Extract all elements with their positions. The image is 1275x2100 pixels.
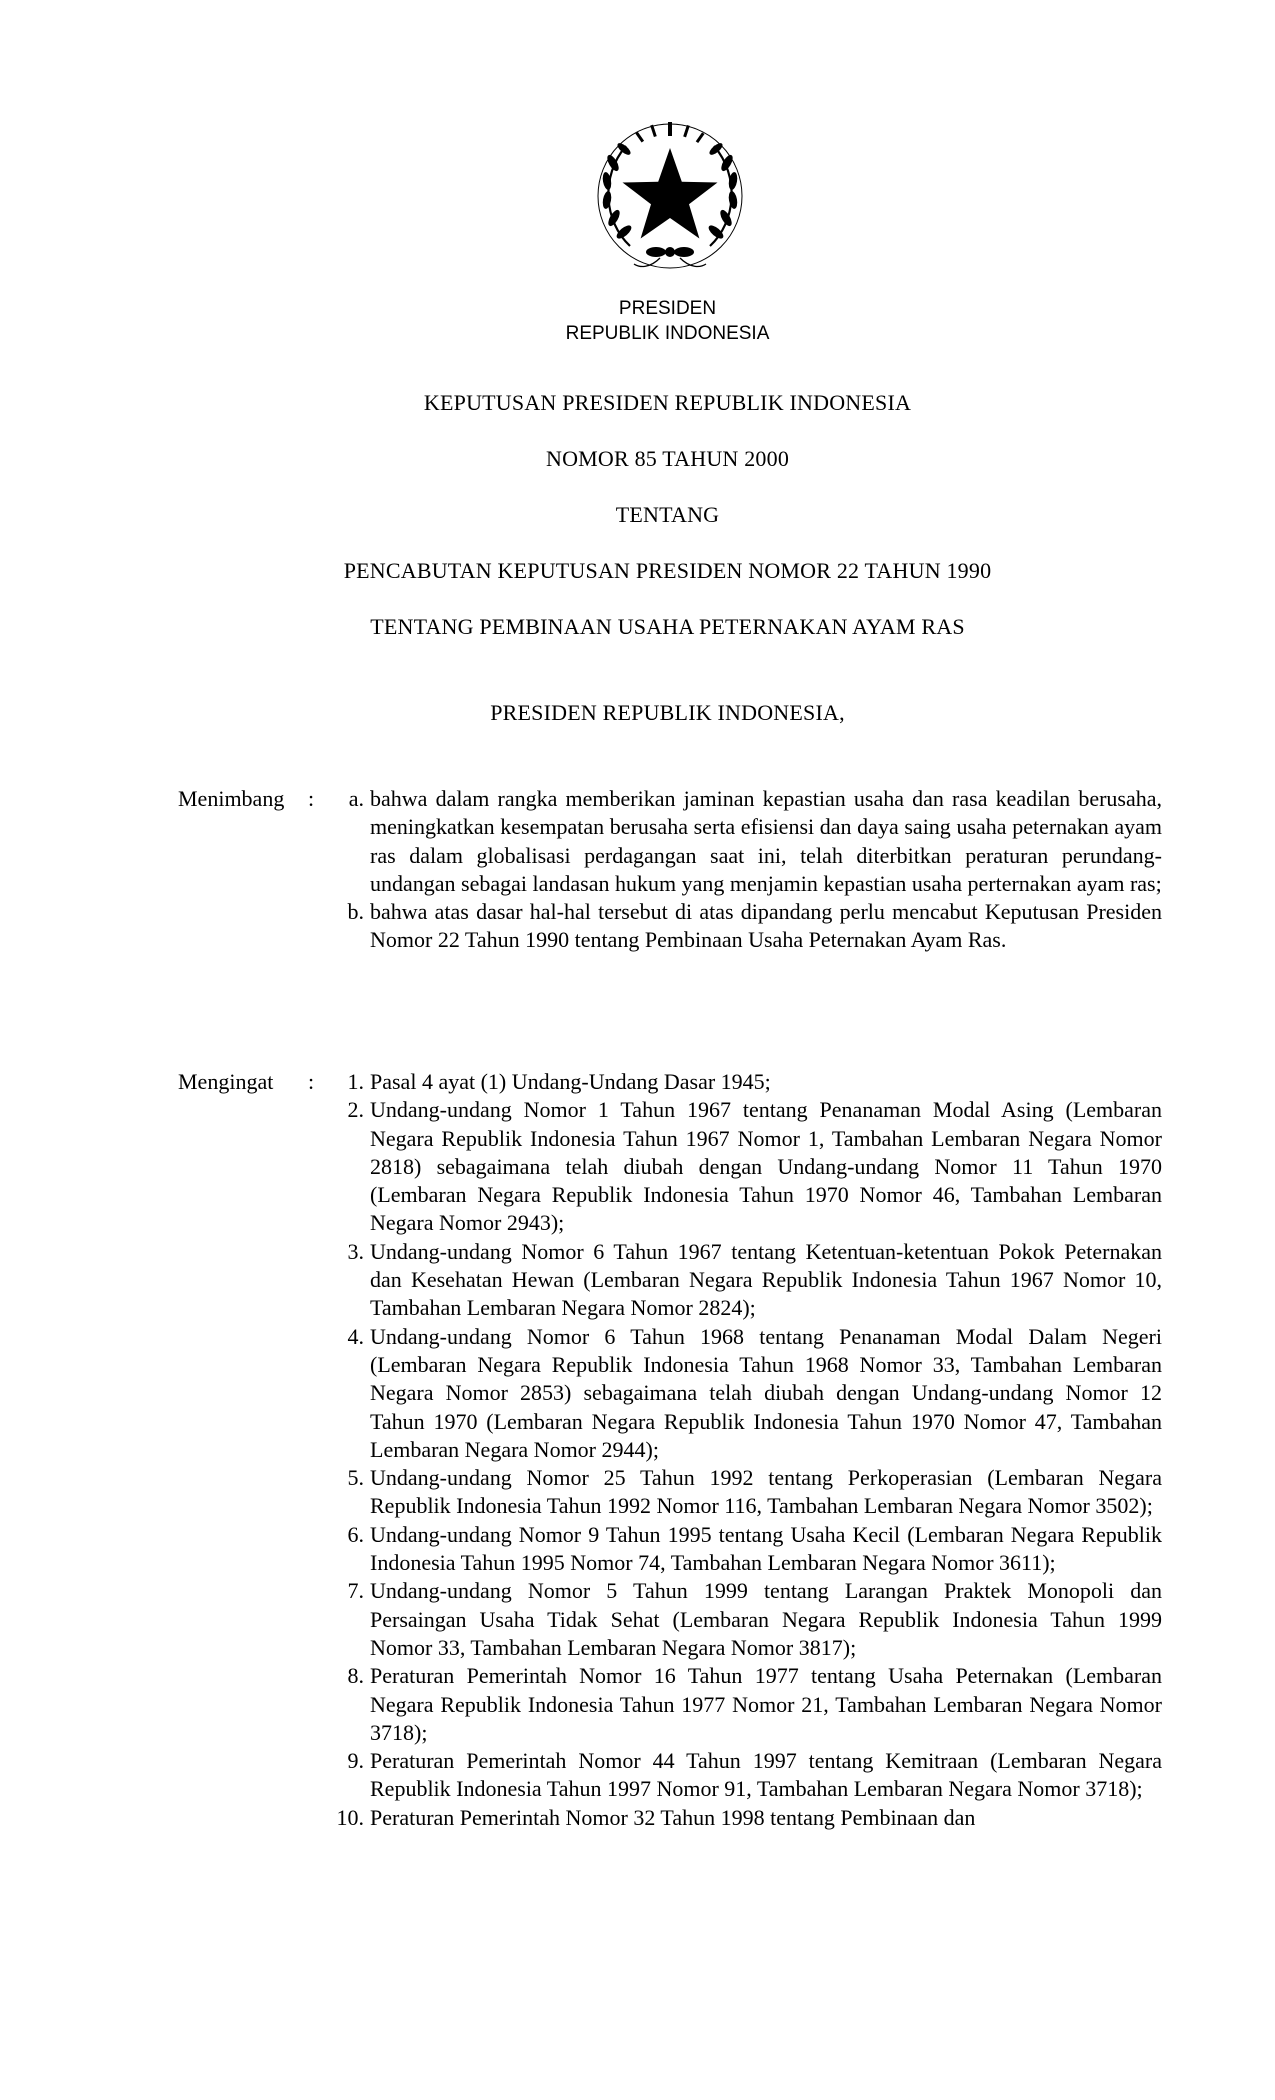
list-item-marker: 7. xyxy=(347,1578,364,1604)
mengingat-list xyxy=(320,1068,1162,1832)
menimbang-colon: : xyxy=(308,786,315,811)
list-item xyxy=(320,1577,1162,1662)
list-item-text: Undang-undang Nomor 5 Tahun 1999 tentang Larangan Praktek Monopoli dan Persaingan Usaha Tidak Sehat (Lembaran Negara Republik Indonesia Tahun 1999 Nomor 33, Tambahan Lembaran Negara Nomor 3817); xyxy=(370,1578,1162,1660)
list-item-marker: 10. xyxy=(336,1804,364,1830)
institution-line-1: PRESIDEN xyxy=(618,298,717,319)
about-heading: TENTANG xyxy=(615,502,720,527)
garuda-star-wreath-emblem-icon xyxy=(590,118,750,278)
list-item-marker: 1. xyxy=(347,1069,364,1094)
list-item xyxy=(320,1662,1162,1747)
list-item xyxy=(320,1238,1162,1323)
list-item-marker: 5. xyxy=(347,1465,364,1491)
list-item-marker: 4. xyxy=(347,1323,364,1349)
list-item xyxy=(320,1521,1162,1578)
list-item-text: Peraturan Pemerintah Nomor 32 Tahun 1998 tentang Pembinaan dan xyxy=(370,1804,976,1830)
list-item xyxy=(320,1747,1162,1804)
list-item-marker: 9. xyxy=(347,1748,364,1774)
list-item-text: Undang-undang Nomor 6 Tahun 1968 tentang Penanaman Modal Dalam Negeri (Lembaran Negara Republik Indonesia Tahun 1968 Nomor 33, Tambahan Lembaran Negara Nomor 2853) sebagaimana telah diubah dengan Undang-undang Nomor 12 Tahun 1970 (Lembaran Negara Republik Indonesia Tahun 1970 Nomor 47, Tambahan Lembaran Negara Nomor 2944); xyxy=(370,1323,1162,1462)
list-item-text: Pasal 4 ayat (1) Undang-Undang Dasar 1945; xyxy=(370,1069,771,1094)
list-item-marker: a. xyxy=(348,786,364,811)
list-item xyxy=(320,1323,1162,1464)
list-item-text: Peraturan Pemerintah Nomor 44 Tahun 1997 tentang Kemitraan (Lembaran Negara Republik Indonesia Tahun 1997 Nomor 91, Tambahan Lembaran Negara Nomor 3718); xyxy=(370,1748,1162,1802)
list-item-text: Undang-undang Nomor 1 Tahun 1967 tentang Penanaman Modal Asing (Lembaran Negara Republik Indonesia Tahun 1967 Nomor 1, Tambahan Lembaran Negara Nomor 2818) sebagaimana telah diubah dengan Undang-undang Nomor 11 Tahun 1970 (Lembaran Negara Republik Indonesia Tahun 1970 Nomor 46, Tambahan Lembaran Negara Nomor 2943); xyxy=(370,1097,1162,1236)
list-item-marker: b. xyxy=(347,899,364,925)
list-item xyxy=(320,1804,1162,1832)
list-item-text: Peraturan Pemerintah Nomor 16 Tahun 1977 tentang Usaha Peternakan (Lembaran Negara Republik Indonesia Tahun 1977 Nomor 21, Tambahan Lembaran Negara Nomor 3718); xyxy=(370,1663,1162,1745)
issuer-heading: PRESIDEN REPUBLIK INDONESIA, xyxy=(490,700,845,725)
list-item-text: bahwa dalam rangka memberikan jaminan kepastian usaha dan rasa keadilan berusaha, meningkatkan kesempatan berusaha serta efisiensi dan daya saing usaha peternakan ayam ras dalam globalisasi perdagangan saat ini, telah diterbitkan peraturan perundang-undangan sebagai landasan hukum yang menjamin kepastian usaha perternakan ayam ras; xyxy=(370,786,1162,896)
menimbang-label: Menimbang xyxy=(178,786,285,811)
list-item xyxy=(320,785,1162,898)
mengingat-label: Mengingat xyxy=(178,1069,274,1094)
decree-title: KEPUTUSAN PRESIDEN REPUBLIK INDONESIA xyxy=(423,390,912,415)
list-item-marker: 3. xyxy=(347,1238,364,1264)
list-item xyxy=(320,1096,1162,1237)
list-item xyxy=(320,1464,1162,1521)
list-item-marker: 6. xyxy=(347,1521,364,1547)
subject-line-2: TENTANG PEMBINAAN USAHA PETERNAKAN AYAM RAS xyxy=(370,614,965,639)
list-item-text: bahwa atas dasar hal-hal tersebut di atas dipandang perlu mencabut Keputusan Presiden Nomor 22 Tahun 1990 tentang Pembinaan Usaha Peternakan Ayam Ras. xyxy=(370,899,1162,953)
list-item-marker: 8. xyxy=(347,1663,364,1689)
menimbang-list xyxy=(320,785,1162,955)
list-item xyxy=(320,898,1162,955)
mengingat-colon: : xyxy=(308,1069,315,1094)
subject-line-1: PENCABUTAN KEPUTUSAN PRESIDEN NOMOR 22 TAHUN 1990 xyxy=(343,558,992,583)
list-item-text: Undang-undang Nomor 25 Tahun 1992 tentang Perkoperasian (Lembaran Negara Republik Indonesia Tahun 1992 Nomor 116, Tambahan Lembaran Negara Nomor 3502); xyxy=(370,1465,1162,1519)
decree-number: NOMOR 85 TAHUN 2000 xyxy=(545,446,790,471)
list-item-marker: 2. xyxy=(347,1097,364,1123)
institution-line-2: REPUBLIK INDONESIA xyxy=(565,323,770,344)
list-item-text: Undang-undang Nomor 6 Tahun 1967 tentang Ketentuan-ketentuan Pokok Peternakan dan Kesehatan Hewan (Lembaran Negara Republik Indonesia Tahun 1967 Nomor 10, Tambahan Lembaran Negara Nomor 2824); xyxy=(370,1238,1162,1321)
list-item-text: Undang-undang Nomor 9 Tahun 1995 tentang Usaha Kecil (Lembaran Negara Republik Indonesia Tahun 1995 Nomor 74, Tambahan Lembaran Negara Nomor 3611); xyxy=(370,1521,1162,1576)
list-item xyxy=(320,1068,1162,1096)
